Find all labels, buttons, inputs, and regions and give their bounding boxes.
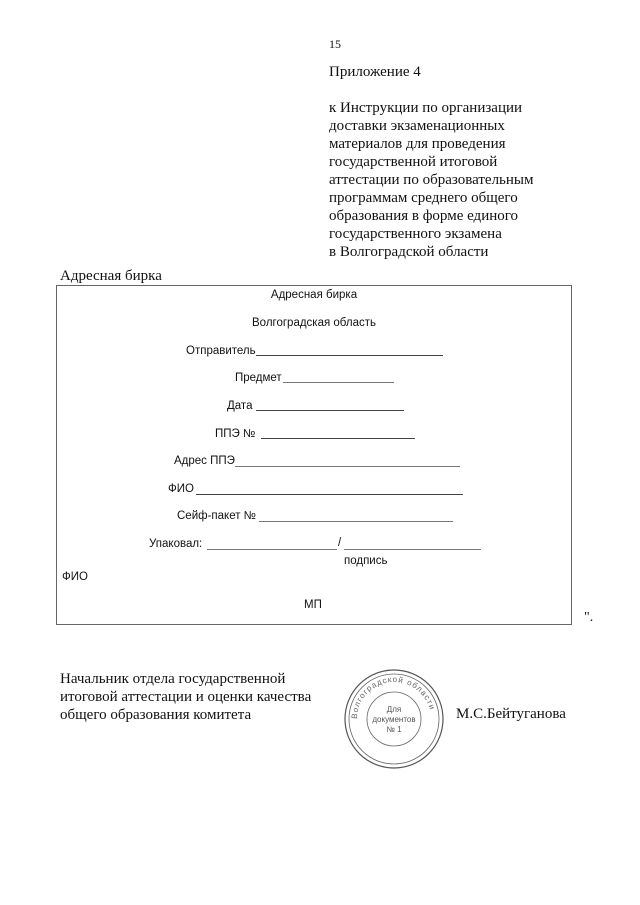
- fio-bottom-label: ФИО: [62, 571, 88, 583]
- fio-field[interactable]: [196, 494, 463, 495]
- page-number: 15: [329, 37, 341, 51]
- subject-field[interactable]: [283, 382, 394, 383]
- packed-by-label: Упаковал:: [149, 538, 203, 550]
- instruction-line: образования в форме единого: [329, 208, 519, 224]
- signer-position-line: общего образования комитета: [60, 707, 252, 723]
- ppe-number-field[interactable]: [261, 438, 415, 439]
- ppe-address-label: Адрес ППЭ: [174, 455, 235, 467]
- signer-position-line: итоговой аттестации и оценки качества: [60, 689, 312, 705]
- slash-separator: /: [338, 537, 342, 549]
- date-label: Дата: [227, 400, 253, 412]
- ppe-label: ППЭ №: [215, 428, 256, 440]
- ppe-address-field[interactable]: [235, 466, 460, 467]
- instruction-line: государственной итоговой: [329, 154, 498, 170]
- tag-region: Волгоградская область: [252, 317, 376, 329]
- stamp-place-label: МП: [304, 599, 322, 611]
- closing-quote: ".: [584, 610, 594, 625]
- address-tag-caption: Адресная бирка: [60, 268, 162, 284]
- instruction-line: материалов для проведения: [329, 136, 506, 152]
- appendix-title: Приложение 4: [329, 64, 421, 80]
- instruction-line: государственного экзамена: [329, 226, 502, 242]
- tag-title: Адресная бирка: [270, 289, 358, 301]
- subject-label: Предмет: [235, 372, 282, 384]
- safe-package-label: Сейф-пакет №: [177, 510, 257, 522]
- instruction-line: доставки экзаменационных: [329, 118, 505, 134]
- instruction-line: в Волгоградской области: [329, 244, 489, 260]
- official-seal-stamp: [343, 668, 445, 770]
- address-tag-form: [56, 285, 572, 625]
- fio-label: ФИО: [168, 483, 194, 495]
- sender-label: Отправитель: [186, 345, 256, 357]
- sender-field[interactable]: [256, 355, 443, 356]
- date-field[interactable]: [256, 410, 404, 411]
- seal-line: документов: [372, 715, 416, 724]
- signer-position-line: Начальник отдела государственной: [60, 671, 286, 687]
- seal-line: Для: [386, 705, 402, 714]
- signer-name: М.С.Бейтуганова: [456, 706, 566, 722]
- safe-package-field[interactable]: [259, 521, 453, 522]
- signature-caption: подпись: [344, 555, 388, 567]
- packed-by-name-field[interactable]: [344, 549, 481, 550]
- seal-line: № 1: [386, 725, 402, 734]
- instruction-line: программам среднего общего: [329, 190, 518, 206]
- instruction-line: к Инструкции по организации: [329, 100, 523, 116]
- instruction-line: аттестации по образовательным: [329, 172, 534, 188]
- seal-ring-text: Волгоградской области: [349, 674, 437, 720]
- packed-by-signature-field[interactable]: [207, 549, 337, 550]
